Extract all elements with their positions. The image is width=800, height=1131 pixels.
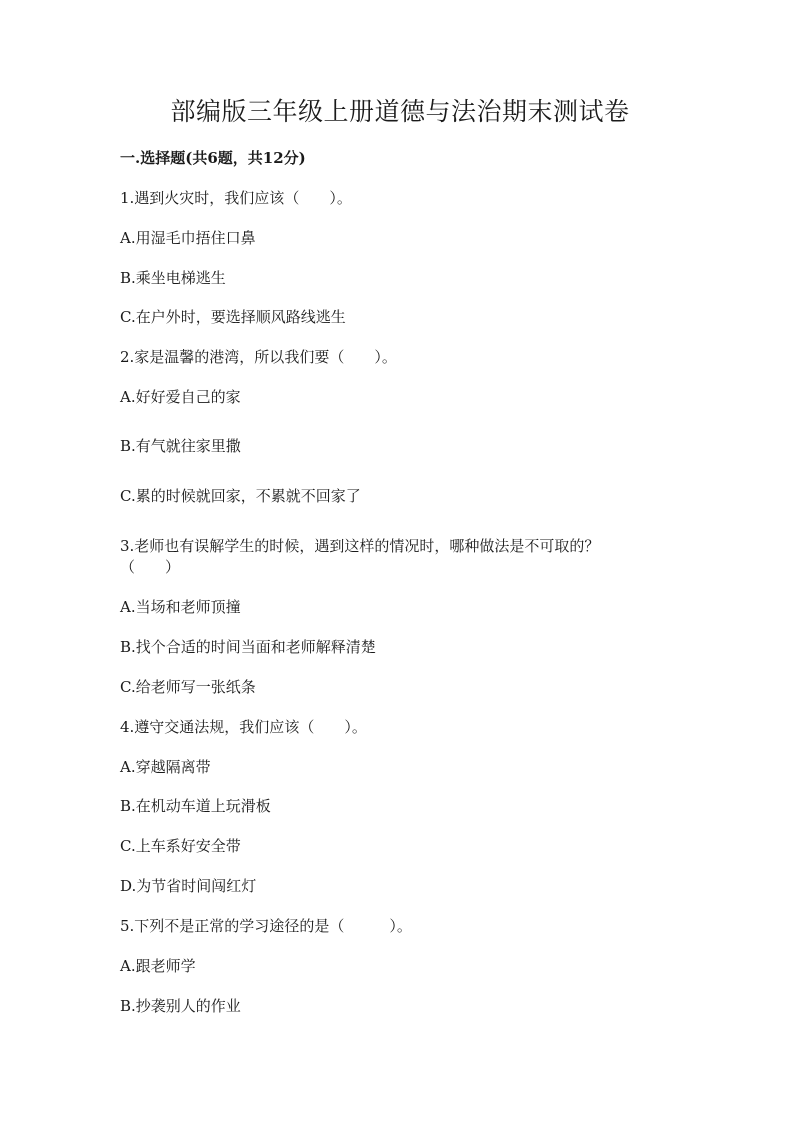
question-1-option-a: A.用湿毛巾捂住口鼻 <box>120 229 256 247</box>
question-3-option-b: B.找个合适的时间当面和老师解释清楚 <box>120 638 376 656</box>
question-2-option-b: B.有气就往家里撒 <box>120 437 241 455</box>
question-2-option-a: A.好好爱自己的家 <box>120 388 241 406</box>
question-3-answer-blank: （ ） <box>120 558 181 576</box>
question-3-option-c: C.给老师写一张纸条 <box>120 678 256 696</box>
question-1-stem: 1.遇到火灾时，我们应该（ ）。 <box>120 189 352 207</box>
question-5-option-a: A.跟老师学 <box>120 957 196 975</box>
exam-title: 部编版三年级上册道德与法治期末测试卷 <box>170 97 630 126</box>
section-heading: 一.选择题(共6题，共12分) <box>120 149 306 167</box>
question-1-option-c: C.在户外时，要选择顺风路线逃生 <box>120 308 346 326</box>
question-1-option-b: B.乘坐电梯逃生 <box>120 269 226 287</box>
question-5-option-b: B.抄袭别人的作业 <box>120 997 241 1015</box>
question-3-option-a: A.当场和老师顶撞 <box>120 598 241 616</box>
question-4-stem: 4.遵守交通法规，我们应该（ ）。 <box>120 718 367 736</box>
question-4-option-d: D.为节省时间闯红灯 <box>120 877 257 895</box>
question-4-option-b: B.在机动车道上玩滑板 <box>120 797 271 815</box>
question-2-option-c: C.累的时候就回家，不累就不回家了 <box>120 487 361 505</box>
question-5-stem: 5.下列不是正常的学习途径的是（ ）。 <box>120 917 412 935</box>
question-4-option-a: A.穿越隔离带 <box>120 758 211 776</box>
question-4-option-c: C.上车系好安全带 <box>120 837 241 855</box>
question-2-stem: 2.家是温馨的港湾，所以我们要（ ）。 <box>120 348 397 366</box>
question-3-stem: 3.老师也有误解学生的时候，遇到这样的情况时，哪种做法是不可取的？ <box>120 537 600 555</box>
